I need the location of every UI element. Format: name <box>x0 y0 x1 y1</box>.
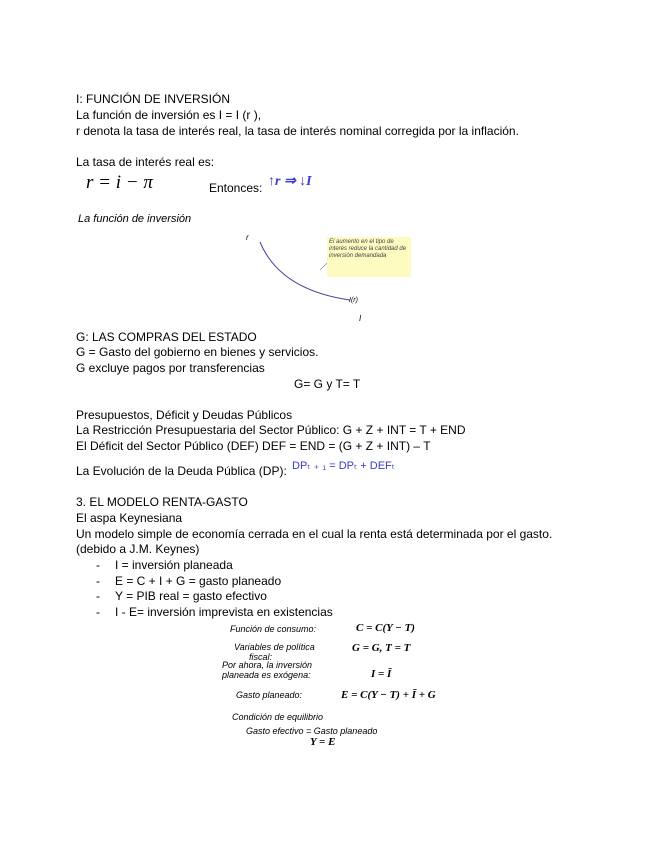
list-item: Y = PIB real = gasto efectivo <box>115 589 267 603</box>
fiscal-policy-formula: G = G, T = T <box>352 642 411 654</box>
investment-exogenous-label-cont: planeada es exógena: <box>222 670 311 680</box>
then-equation: ↑r ⇒ ↓I <box>268 174 312 189</box>
bullet-dash: - <box>96 589 100 603</box>
then-label: Entonces: <box>209 181 263 195</box>
section-heading-government: G: LAS COMPRAS DEL ESTADO <box>76 330 257 344</box>
equilibrium-label: Condición de equilibrio <box>232 712 324 722</box>
bullet-dash: - <box>96 574 100 588</box>
actual-equals-planned-label: Gasto efectivo = Gasto planeado <box>246 726 378 736</box>
graph-curve-label: I(r) <box>349 297 358 304</box>
planned-spending-formula: E = C(Y − T) + Ī + G <box>341 689 436 701</box>
real-rate-equation: r = i − π <box>86 172 153 193</box>
graph-title: La función de inversión <box>78 213 192 225</box>
fiscal-policy-label-cont: fiscal: <box>249 652 273 662</box>
investment-function-line: La función de inversión es I = I (r ), <box>76 108 262 122</box>
graph-y-label: r <box>246 233 249 242</box>
list-item: I - E= inversión imprevista en existencias <box>115 605 333 619</box>
graph-note: El aumento en el tipo de interés reduce la cantidad de inversión demandada <box>327 237 411 277</box>
list-item: E = C + I + G = gasto planeado <box>115 574 282 588</box>
deficit-line: El Déficit del Sector Público (DEF) DEF = END = (G + Z + INT) – T <box>76 439 431 453</box>
debt-evolution-label: La Evolución de la Deuda Pública (DP): <box>76 464 287 478</box>
fiscal-policy-label: Variables de política <box>234 642 315 652</box>
bullet-dash: - <box>96 605 100 619</box>
list-item: I = inversión planeada <box>115 558 233 572</box>
model-attribution: (debido a J.M. Keynes) <box>76 542 200 556</box>
section-heading-budget: Presupuestos, Déficit y Deudas Públicos <box>76 408 293 422</box>
government-exclusion-line: G excluye pagos por transferencias <box>76 361 265 375</box>
planned-spending-label: Gasto planeado: <box>236 690 303 700</box>
government-equation: G= G y T= T <box>294 377 361 391</box>
section-heading-keynes: 3. EL MODELO RENTA-GASTO <box>76 495 248 509</box>
bullet-dash: - <box>96 558 100 572</box>
investment-formula: I = Ī <box>371 668 392 680</box>
real-rate-description: r denota la tasa de interés real, la tasa de interés nominal corregida por la inflación. <box>76 124 519 138</box>
equilibrium-formula: Y = E <box>310 736 336 748</box>
consumption-formula: C = C(Y − T) <box>356 622 415 634</box>
keynesian-cross-subtitle: El aspa Keynesiana <box>76 511 183 525</box>
debt-evolution-equation: DPₜ ₊ ₁ = DPₜ + DEFₜ <box>292 460 395 472</box>
government-spending-line: G = Gasto del gobierno en bienes y servicios. <box>76 345 319 359</box>
graph-x-label: I <box>359 314 362 323</box>
investment-exogenous-label: Por ahora, la inversión <box>222 660 313 670</box>
real-rate-label: La tasa de interés real es: <box>76 155 215 169</box>
budget-constraint-line: La Restricción Presupuestaria del Sector Público: G + Z + INT = T + END <box>76 423 466 437</box>
model-description: Un modelo simple de economía cerrada en el cual la renta está determinada por el gasto. <box>76 527 553 541</box>
section-heading-investment: I: FUNCIÓN DE INVERSIÓN <box>76 92 231 106</box>
consumption-label: Función de consumo: <box>230 624 317 634</box>
